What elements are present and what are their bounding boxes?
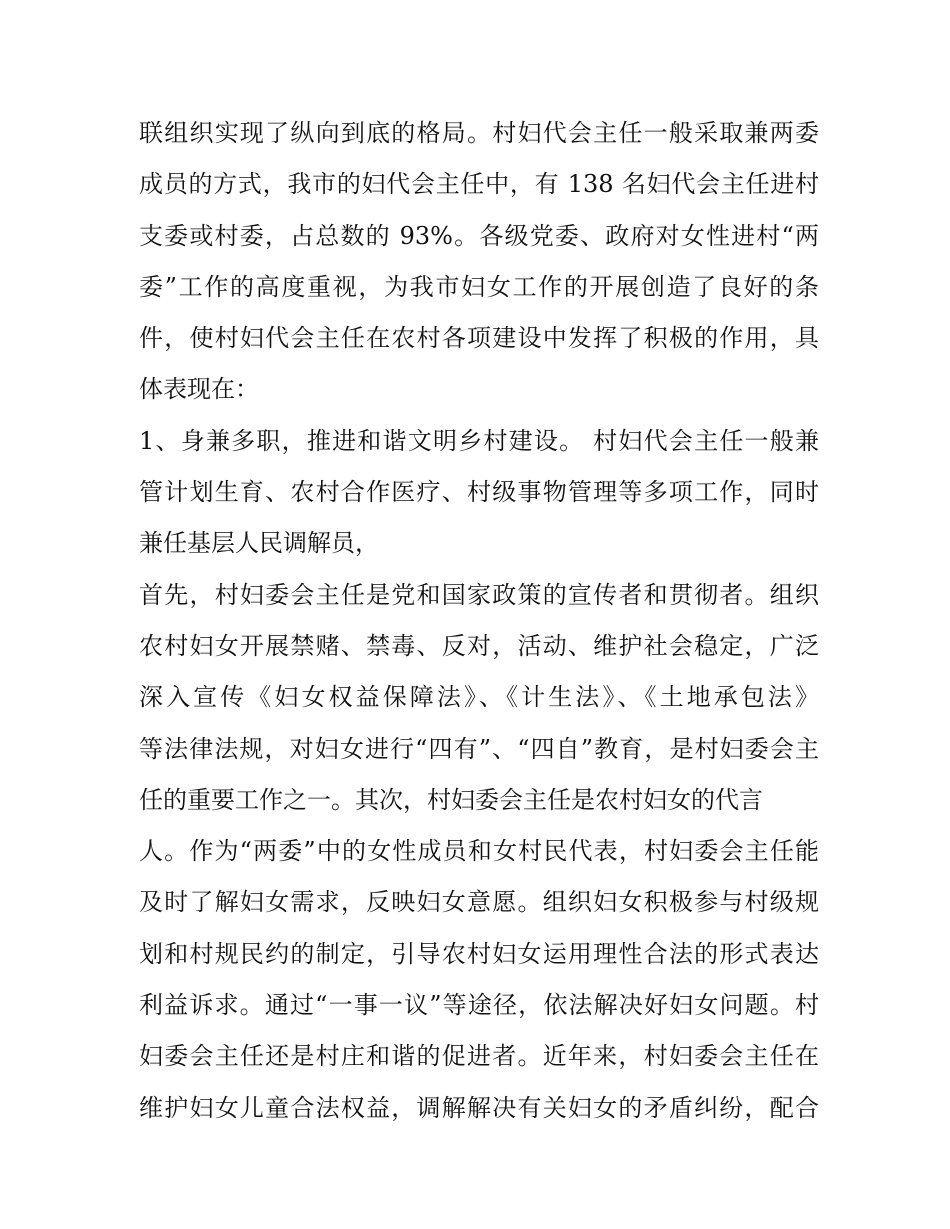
text-line: 联组织实现了纵向到底的格局。村妇代会主任一般采取兼两委 (139, 119, 819, 147)
text-line: 委”工作的高度重视，为我市妇女工作的开展创造了良好的条 (139, 272, 819, 301)
text-line: 任的重要工作之一。其次，村妇委会主任是农村妇女的代言 (139, 785, 763, 814)
text-line: 件，使村妇代会主任在农村各项建设中发挥了积极的作用，具 (139, 324, 819, 353)
text-line: 1、身兼多职，推进和谐文明乡村建设。 村妇代会主任一般兼 (139, 426, 819, 455)
text-line: 人。作为“两委”中的女性成员和女村民代表，村妇委会主任能 (139, 837, 819, 866)
text-line: 维护妇女儿童合法权益，调解解决有关妇女的矛盾纠纷，配合 (139, 1093, 819, 1122)
text-line: 划和村规民约的制定，引导农村妇女运用理性合法的形式表达 (139, 939, 819, 968)
text-line: 深入宣传《妇女权益保障法》、《计生法》、《土地承包法》 (139, 683, 819, 712)
text-line: 成员的方式，我市的妇代会主任中，有 138 名妇代会主任进村 (139, 170, 819, 199)
text-line: 兼任基层人民调解员， (139, 529, 379, 558)
text-line: 支委或村委，占总数的 93%。各级党委、政府对女性进村“两 (139, 221, 819, 250)
body-text (139, 108, 819, 1134)
text-line: 妇委会主任还是村庄和谐的促进者。近年来，村妇委会主任在 (139, 1042, 819, 1071)
text-line: 利益诉求。通过“一事一议”等途径，依法解决好妇女问题。村 (139, 991, 819, 1020)
text-line: 体表现在： (139, 375, 259, 404)
text-line: 及时了解妇女需求，反映妇女意愿。组织妇女积极参与村级规 (139, 888, 819, 917)
text-line: 农村妇女开展禁赌、禁毒、反对，活动、维护社会稳定，广泛 (139, 631, 819, 660)
text-line: 首先，村妇委会主任是党和国家政策的宣传者和贯彻者。组织 (139, 580, 819, 609)
text-line: 等法律法规，对妇女进行“四有”、“四自”教育，是村妇委会主 (139, 734, 819, 763)
text-line: 管计划生育、农村合作医疗、村级事物管理等多项工作，同时 (139, 478, 819, 507)
